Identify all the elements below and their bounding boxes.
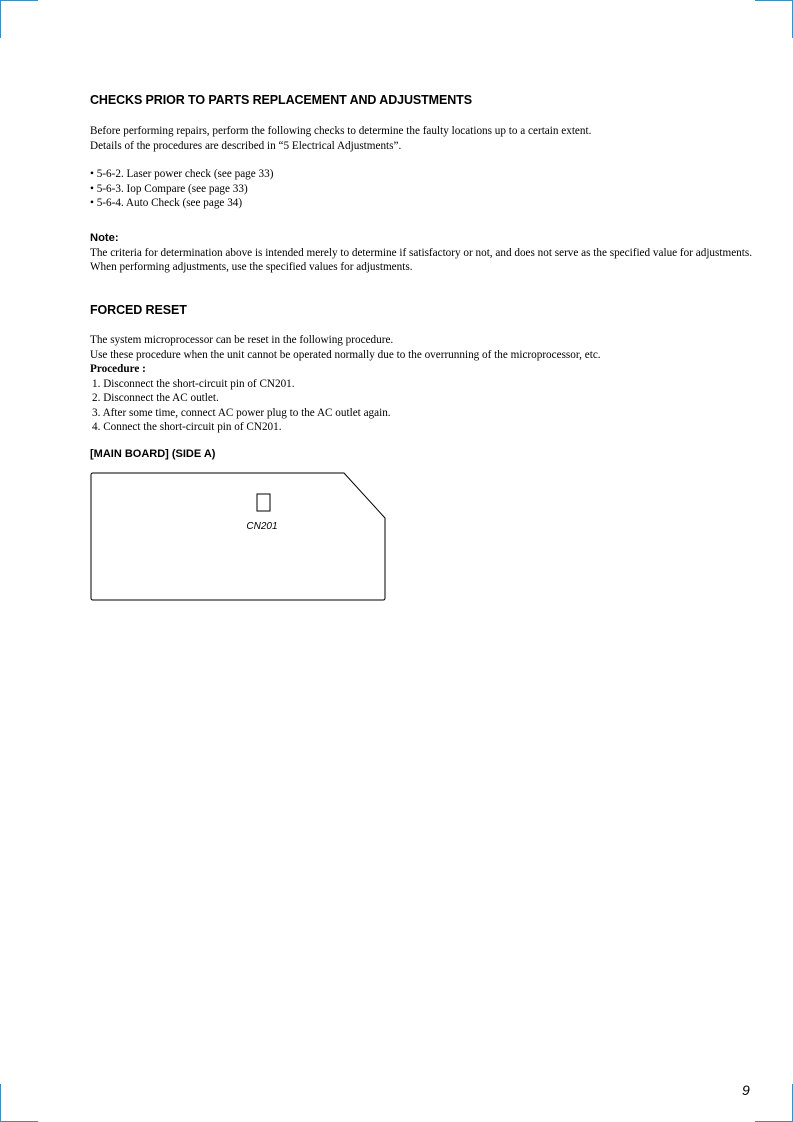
section-title-forced-reset: FORCED RESET [90, 303, 187, 317]
cn201-label: CN201 [246, 521, 278, 532]
note-label: Note: [90, 232, 119, 244]
crop-mark-bottom-left-v [0, 1084, 1, 1122]
note-text: The criteria for determination above is intended merely to determine if satisfactory or not, and does not serve as the specified value for adjustments. [90, 246, 753, 259]
checks-bullet-list [90, 167, 756, 211]
procedure-step: 1. Disconnect the short-circuit pin of CN201. [92, 377, 295, 390]
section-title-checks: CHECKS PRIOR TO PARTS REPLACEMENT AND ADJUSTMENTS [90, 93, 472, 107]
list-item: • 5-6-4. Auto Check (see page 34) [90, 197, 243, 209]
list-item: • 5-6-3. Iop Compare (see page 33) [90, 182, 248, 195]
page-number: 9 [742, 1082, 750, 1098]
cn201-connector [257, 494, 270, 511]
checks-intro [90, 124, 756, 153]
procedure-step: 4. Connect the short-circuit pin of CN201. [92, 421, 282, 433]
procedure-step: 2. Disconnect the AC outlet. [92, 392, 219, 404]
forced-reset-body [90, 333, 756, 435]
board-title: [MAIN BOARD] (SIDE A) [90, 448, 216, 460]
crop-mark-top-left-v [0, 0, 1, 38]
procedure-step: 3. After some time, connect AC power plug to the AC outlet again. [92, 406, 391, 419]
checks-intro-line: Before performing repairs, perform the following checks to determine the faulty locations up to a certain extent. [90, 125, 592, 137]
crop-mark-top-left-h [0, 0, 38, 1]
checks-intro-line: Details of the procedures are described in “5 Electrical Adjustments”. [90, 139, 402, 152]
procedure-label: Procedure : [90, 363, 146, 375]
list-item: • 5-6-2. Laser power check (see page 33) [90, 168, 274, 180]
board-outline [91, 473, 385, 600]
forced-reset-intro-line: Use these procedure when the unit cannot be operated normally due to the overrunning of the microprocessor, etc. [90, 348, 601, 361]
crop-mark-top-right-h [755, 0, 793, 1]
forced-reset-intro-line: The system microprocessor can be reset in the following procedure. [90, 334, 394, 346]
note-text-adjustments: When performing adjustments, use the specified values for adjustments. [90, 261, 413, 273]
note-block [90, 231, 756, 275]
main-board-diagram [88, 471, 390, 605]
